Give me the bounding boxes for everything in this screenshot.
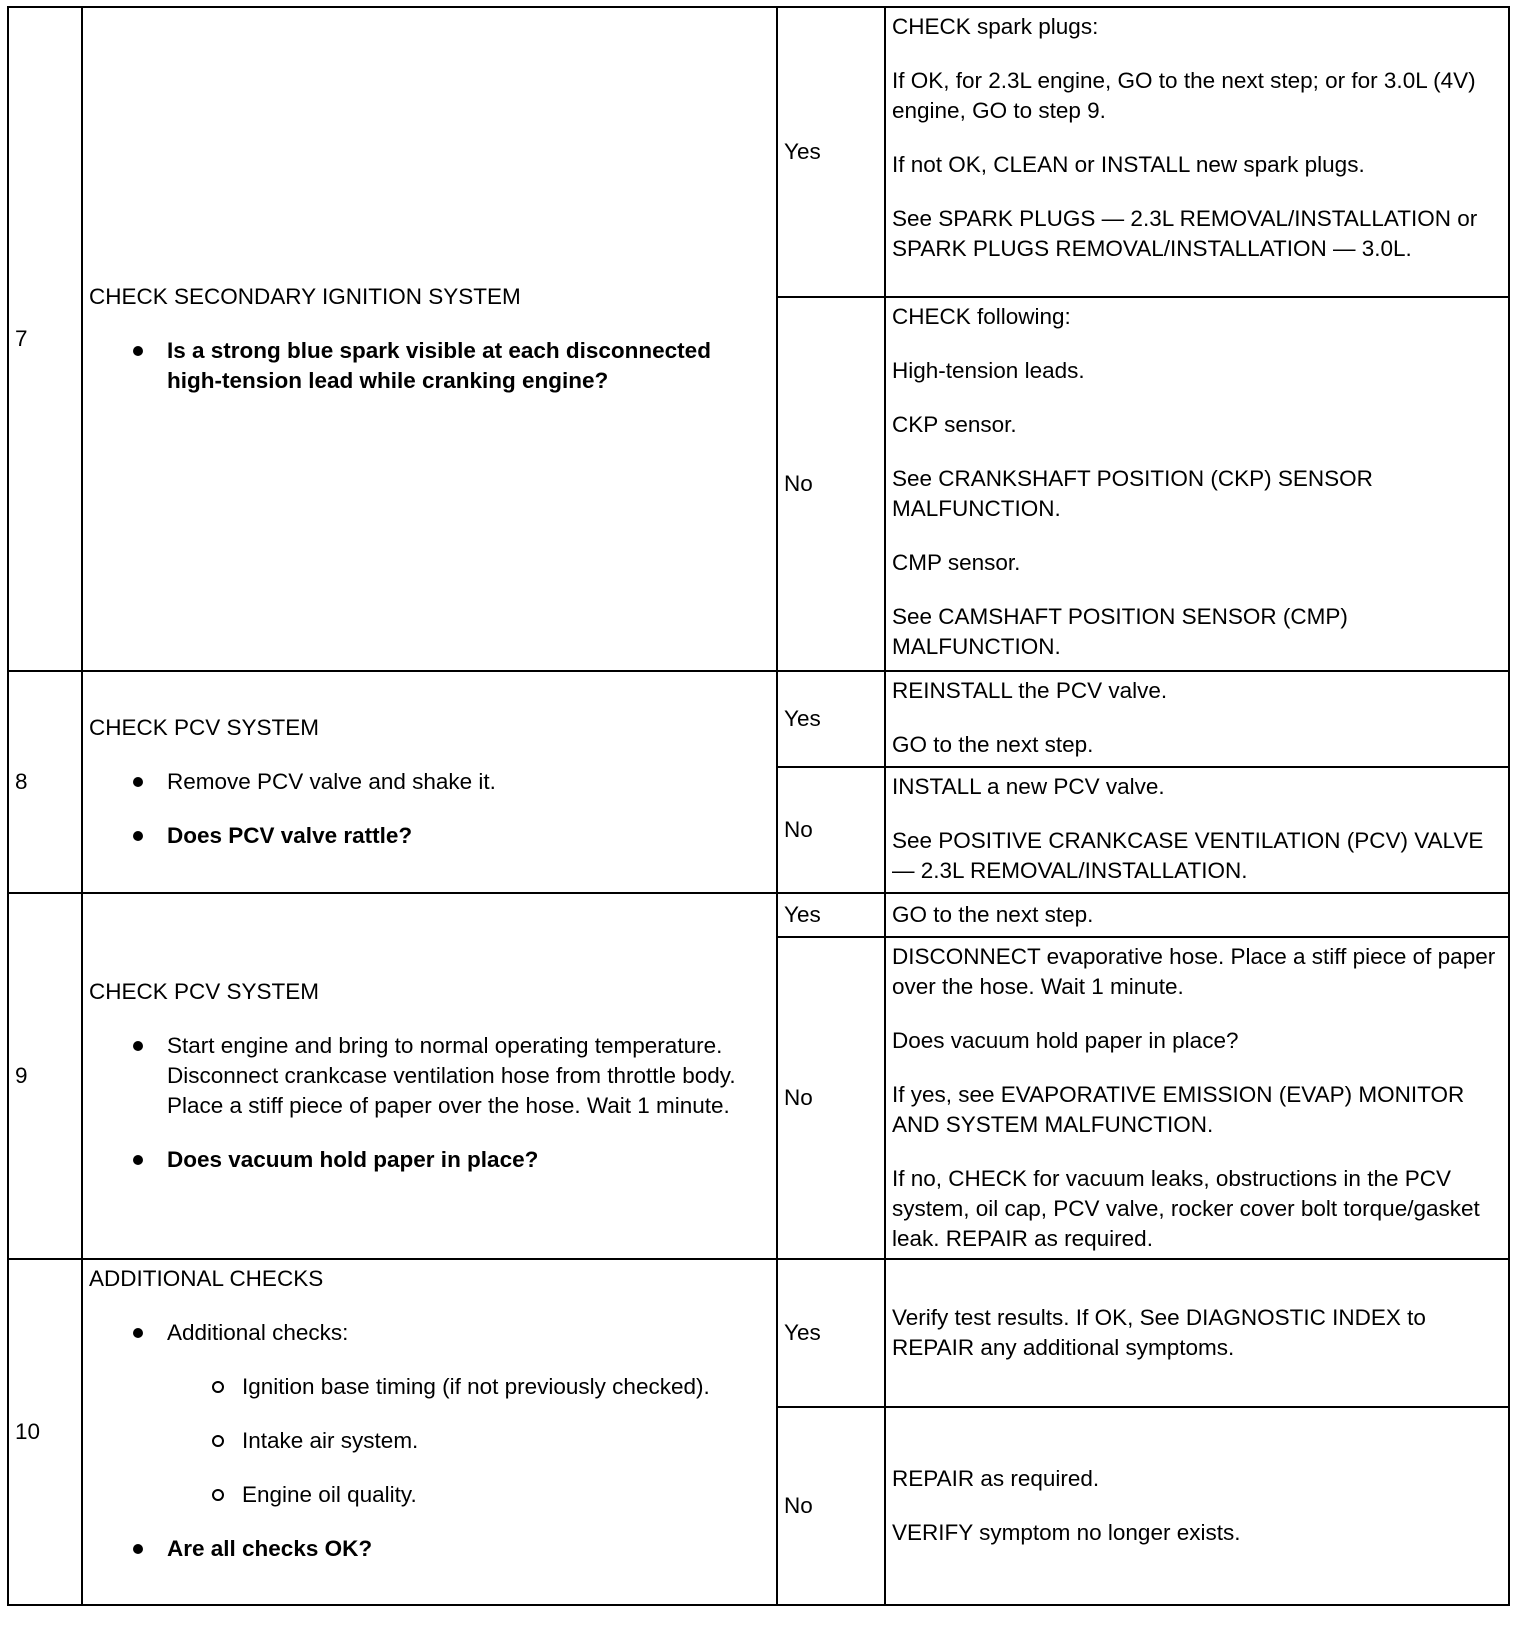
action-line: If OK, for 2.3L engine, GO to the next step; or for 3.0L (4V) engine, GO to step 9. xyxy=(892,68,1476,123)
test-bullets xyxy=(89,336,770,396)
test-bullets xyxy=(89,1031,770,1175)
action-line: If not OK, CLEAN or INSTALL new spark plugs. xyxy=(892,152,1365,177)
action-yes xyxy=(885,671,1509,767)
action-no xyxy=(885,767,1509,893)
action-line: See CAMSHAFT POSITION SENSOR (CMP) MALFUNCTION. xyxy=(892,604,1348,659)
test-question: Does vacuum hold paper in place? xyxy=(167,1145,770,1175)
action-line: CHECK following: xyxy=(892,304,1071,329)
action-line: If yes, see EVAPORATIVE EMISSION (EVAP) MONITOR AND SYSTEM MALFUNCTION. xyxy=(892,1082,1465,1137)
action-line: GO to the next step. xyxy=(892,902,1094,927)
test-step-text: Additional checks: xyxy=(167,1320,349,1345)
result-no: No xyxy=(777,1407,885,1605)
test-heading: CHECK PCV SYSTEM xyxy=(89,715,320,740)
action-yes xyxy=(885,893,1509,937)
test-bullets xyxy=(89,767,770,851)
action-yes xyxy=(885,1259,1509,1407)
result-no: No xyxy=(777,767,885,893)
action-line: VERIFY symptom no longer exists. xyxy=(892,1520,1241,1545)
test-step xyxy=(167,1318,770,1510)
action-line: CKP sensor. xyxy=(892,412,1017,437)
action-no xyxy=(885,1407,1509,1605)
table-row xyxy=(8,7,1509,297)
action-line: Verify test results. If OK, See DIAGNOSTIC INDEX to REPAIR any additional symptoms. xyxy=(892,1305,1426,1360)
test-heading: CHECK PCV SYSTEM xyxy=(89,979,320,1004)
step-number: 9 xyxy=(8,893,82,1259)
test-heading: ADDITIONAL CHECKS xyxy=(89,1266,324,1291)
action-yes xyxy=(885,7,1509,297)
test-cell xyxy=(82,893,777,1259)
table-row xyxy=(8,1259,1509,1407)
test-heading: CHECK SECONDARY IGNITION SYSTEM xyxy=(89,284,521,309)
test-question: Is a strong blue spark visible at each disconnected high-tension lead while cranking engine? xyxy=(167,336,770,396)
step-number: 7 xyxy=(8,7,82,671)
action-no xyxy=(885,937,1509,1259)
test-cell xyxy=(82,671,777,893)
step-number: 8 xyxy=(8,671,82,893)
action-line: CMP sensor. xyxy=(892,550,1021,575)
test-cell xyxy=(82,1259,777,1605)
action-line: Does vacuum hold paper in place? xyxy=(892,1028,1239,1053)
test-question: Are all checks OK? xyxy=(167,1534,770,1564)
table-row xyxy=(8,893,1509,937)
action-no xyxy=(885,297,1509,671)
sub-check-item: Intake air system. xyxy=(242,1426,770,1456)
step-number: 10 xyxy=(8,1259,82,1605)
action-line: CHECK spark plugs: xyxy=(892,14,1099,39)
result-yes: Yes xyxy=(777,671,885,767)
test-cell xyxy=(82,7,777,671)
sub-checklist xyxy=(167,1372,770,1510)
action-line: See POSITIVE CRANKCASE VENTILATION (PCV) VALVE — 2.3L REMOVAL/INSTALLATION. xyxy=(892,828,1484,883)
table-row xyxy=(8,671,1509,767)
diagnostic-table xyxy=(7,6,1510,1606)
action-line: DISCONNECT evaporative hose. Place a stiff piece of paper over the hose. Wait 1 minute. xyxy=(892,944,1496,999)
action-line: High-tension leads. xyxy=(892,358,1085,383)
result-no: No xyxy=(777,937,885,1259)
action-line: See SPARK PLUGS — 2.3L REMOVAL/INSTALLATION or SPARK PLUGS REMOVAL/INSTALLATION — 3.0L. xyxy=(892,206,1478,261)
action-line: REINSTALL the PCV valve. xyxy=(892,678,1168,703)
result-no: No xyxy=(777,297,885,671)
test-bullets xyxy=(89,1318,770,1564)
action-line: If no, CHECK for vacuum leaks, obstructions in the PCV system, oil cap, PCV valve, rocker cover bolt torque/gasket leak. REPAIR as required. xyxy=(892,1166,1480,1251)
action-line: REPAIR as required. xyxy=(892,1466,1100,1491)
sub-check-item: Ignition base timing (if not previously checked). xyxy=(242,1372,770,1402)
action-line: INSTALL a new PCV valve. xyxy=(892,774,1165,799)
sub-check-item: Engine oil quality. xyxy=(242,1480,770,1510)
action-line: See CRANKSHAFT POSITION (CKP) SENSOR MALFUNCTION. xyxy=(892,466,1373,521)
test-step: Remove PCV valve and shake it. xyxy=(167,767,770,797)
result-yes: Yes xyxy=(777,7,885,297)
test-question: Does PCV valve rattle? xyxy=(167,821,770,851)
test-step: Start engine and bring to normal operating temperature. Disconnect crankcase ventilation hose from throttle body. Place a stiff piece of paper over the hose. Wait 1 minute. xyxy=(167,1031,770,1121)
action-line: GO to the next step. xyxy=(892,732,1094,757)
result-yes: Yes xyxy=(777,1259,885,1407)
result-yes: Yes xyxy=(777,893,885,937)
